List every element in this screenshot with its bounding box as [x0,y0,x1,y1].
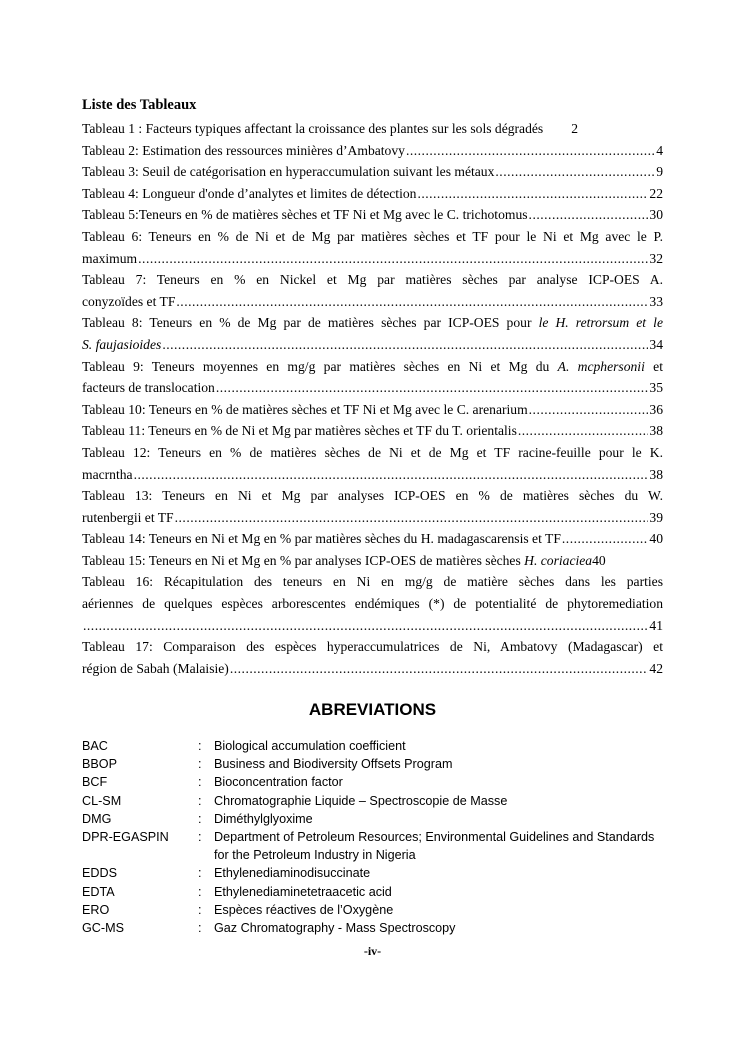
toc-entry[interactable] [82,399,663,421]
toc-entry-page: 40 [592,552,606,568]
dot-leader [176,291,648,313]
toc-entry-text: Tableau 10: Teneurs en % de matières sèches et TF Ni et Mg avec le C. arenarium [82,401,528,417]
separator: : [198,921,202,936]
abbreviation: EDTA [82,884,115,899]
toc-entry-text-cont: région de Sabah (Malaisie) [82,660,229,676]
definition: Espèces réactives de l’Oxygène [214,902,394,917]
table-of-tables [82,118,663,679]
definition [214,828,672,864]
abbreviations-heading: ABREVIATIONS [308,700,437,719]
toc-entry-text [82,356,663,378]
toc-entry-page: 36 [649,401,663,417]
dot-leader [134,464,649,486]
toc-entry-text: Tableau 16: Récapitulation des teneurs en Ni en mg/g de matière sèches dans les parties [82,574,663,590]
toc-entry-text: Tableau 12: Teneurs en % de matières sèches de Ni et de Mg et TF racine-feuille pour le K. [82,444,663,460]
toc-entry[interactable] [82,161,663,183]
dot-leader [216,377,649,399]
toc-entry-page: 4 [656,142,663,158]
definition: Ethylenediaminodisuccinate [214,866,371,881]
dot-leader [518,420,649,442]
toc-entry-page: 40 [649,531,663,547]
toc-entry-text: Tableau 3: Seuil de catégorisation en hyperaccumulation suivant les métaux [82,164,495,180]
toc-entry-text: Tableau 17: Comparaison des espèces hyperaccumulatrices de Ni, Ambatovy (Madagascar) et [82,639,663,655]
definition: Diméthylglyoxime [214,811,313,826]
abbreviation: DMG [82,811,112,826]
toc-entry-text-cont: maximum [82,250,138,266]
dot-leader [162,334,648,356]
toc-entry-text: Tableau 6: Teneurs en % de Ni et de Mg par matières sèches et TF pour le Ni et Mg avec le P. [82,228,663,244]
toc-entry[interactable] [82,571,663,636]
separator: : [198,866,202,881]
definition: Ethylenediaminetetraacetic acid [214,884,392,899]
toc-entry[interactable] [82,226,663,269]
abbreviations-list [82,737,672,937]
toc-entry-text-part: et [644,358,663,374]
toc-entry-text-part: Tableau 8: Teneurs en % de Mg par de matières sèches par ICP-OES pour [82,315,539,331]
toc-entry-page: 33 [649,293,663,309]
separator: : [198,793,202,808]
toc-entry-page: 34 [649,336,663,352]
separator: : [198,775,202,790]
toc-entry-text: Tableau 1 : Facteurs typiques affectant la croissance des plantes sur les sols dégradés [82,121,544,136]
separator: : [198,739,202,753]
toc-entry-text: Tableau 7: Teneurs en % en Nickel et Mg par matières sèches par analyse ICP-OES A. [82,272,663,288]
abbreviation-row [82,810,672,828]
toc-entry[interactable] [82,550,663,572]
definition: Bioconcentration factor [214,775,343,790]
dot-leader [529,204,649,226]
toc-entry-page: 9 [656,164,663,180]
dot-leader [175,507,649,529]
definition: Business and Biodiversity Offsets Program [214,757,453,772]
separator: : [198,757,202,772]
separator: : [198,830,202,845]
toc-entry[interactable] [82,204,663,226]
species-name: le H. retrorsum et le [538,315,663,331]
toc-entry-text-cont: aériennes de quelques espèces arborescentes endémiques (*) de potentialité de phytoremediation [82,596,663,612]
abbreviation-row [82,773,672,791]
abbreviation: ERO [82,902,110,917]
dot-leader [138,248,648,270]
toc-entry-page: 41 [649,617,663,633]
dot-leader [406,140,655,162]
toc-entry-page: 2 [571,121,579,136]
abbreviation: BBOP [82,757,117,772]
toc-entry[interactable] [82,356,663,399]
definition-line: for the Petroleum Industry in Nigeria [214,848,416,863]
toc-title: Liste des Tableaux [82,97,197,113]
toc-entry-page: 22 [649,185,663,201]
abbreviation-row [82,919,672,937]
abbreviation-row [82,828,672,864]
toc-entry[interactable] [82,269,663,312]
toc-entry-text: Tableau 11: Teneurs en % de Ni et Mg par matières sèches et TF du T. orientalis [82,423,517,439]
species-name: S. faujasioides [82,336,162,352]
toc-entry-text-cont: facteurs de translocation [82,380,215,396]
toc-entry-text: Tableau 13: Teneurs en Ni et Mg par analyses ICP-OES en % de matières sèches du W. [82,488,663,504]
definition: Gaz Chromatography - Mass Spectroscopy [214,921,456,936]
abbreviation-row [82,901,672,919]
toc-entry-text: Tableau 4: Longueur d'onde d’analytes et limites de détection [82,185,417,201]
dot-leader [495,161,655,183]
toc-entry[interactable] [82,312,663,355]
toc-entry[interactable] [82,528,663,550]
toc-entry-page: 30 [649,207,663,223]
toc-entry-text-cont: macrntha [82,466,133,482]
page-number: -iv- [363,944,382,958]
abbreviation: BAC [82,739,108,753]
species-name: A. mcphersonii [557,358,645,374]
toc-entry-text: Tableau 2: Estimation des ressources minières d’Ambatovy [82,142,405,158]
dot-leader [562,528,649,550]
toc-entry-text: Tableau 14: Teneurs en Ni et Mg en % par matières sèches du H. madagascarensis et TF [82,531,561,547]
separator: : [198,884,202,899]
abbreviation-row [82,864,672,882]
abbreviation-row [82,737,672,755]
abbreviation: BCF [82,775,108,790]
definition-line: Department of Petroleum Resources; Environmental Guidelines and Standards [214,830,655,845]
toc-entry[interactable] [82,118,663,140]
toc-entry[interactable] [82,183,663,205]
toc-entry-text-cont: conyzoïdes et TF [82,293,176,309]
dot-leader [230,658,649,680]
toc-entry-text [82,312,663,334]
toc-entry[interactable] [82,485,663,528]
toc-entry-text: Tableau 15: Teneurs en Ni et Mg en % par analyses ICP-OES de matières sèches [82,552,525,568]
toc-entry-page: 39 [649,509,663,525]
toc-entry[interactable] [82,442,663,485]
abbreviation-row [82,883,672,901]
separator: : [198,902,202,917]
definition: Biological accumulation coefficient [214,739,406,753]
abbreviation: GC-MS [82,921,124,936]
abbreviation: DPR-EGASPIN [82,830,169,845]
toc-entry[interactable] [82,140,663,162]
toc-entry-page: 35 [649,380,663,396]
dot-leader [83,615,648,637]
toc-entry-text-part: Tableau 9: Teneurs moyennes en mg/g par matières sèches en Ni et Mg du [82,358,558,374]
toc-entry-page: 38 [649,466,663,482]
abbreviation: CL-SM [82,793,122,808]
dot-leader [529,399,649,421]
species-name: H. coriaciea [524,552,593,568]
toc-entry-text: Tableau 5:Teneurs en % de matières sèches et TF Ni et Mg avec le C. trichotomus [82,207,528,223]
abbreviation-row [82,792,672,810]
toc-entry-page: 42 [649,660,663,676]
toc-entry-page: 38 [649,423,663,439]
abbreviation-row [82,755,672,773]
toc-entry[interactable] [82,420,663,442]
definition: Chromatographie Liquide – Spectroscopie de Masse [214,793,508,808]
toc-entry-page: 32 [649,250,663,266]
toc-entry-text-cont: rutenbergii et TF [82,509,174,525]
dot-leader [417,183,648,205]
separator: : [198,811,202,826]
toc-entry[interactable] [82,636,663,679]
abbreviation: EDDS [82,866,117,881]
